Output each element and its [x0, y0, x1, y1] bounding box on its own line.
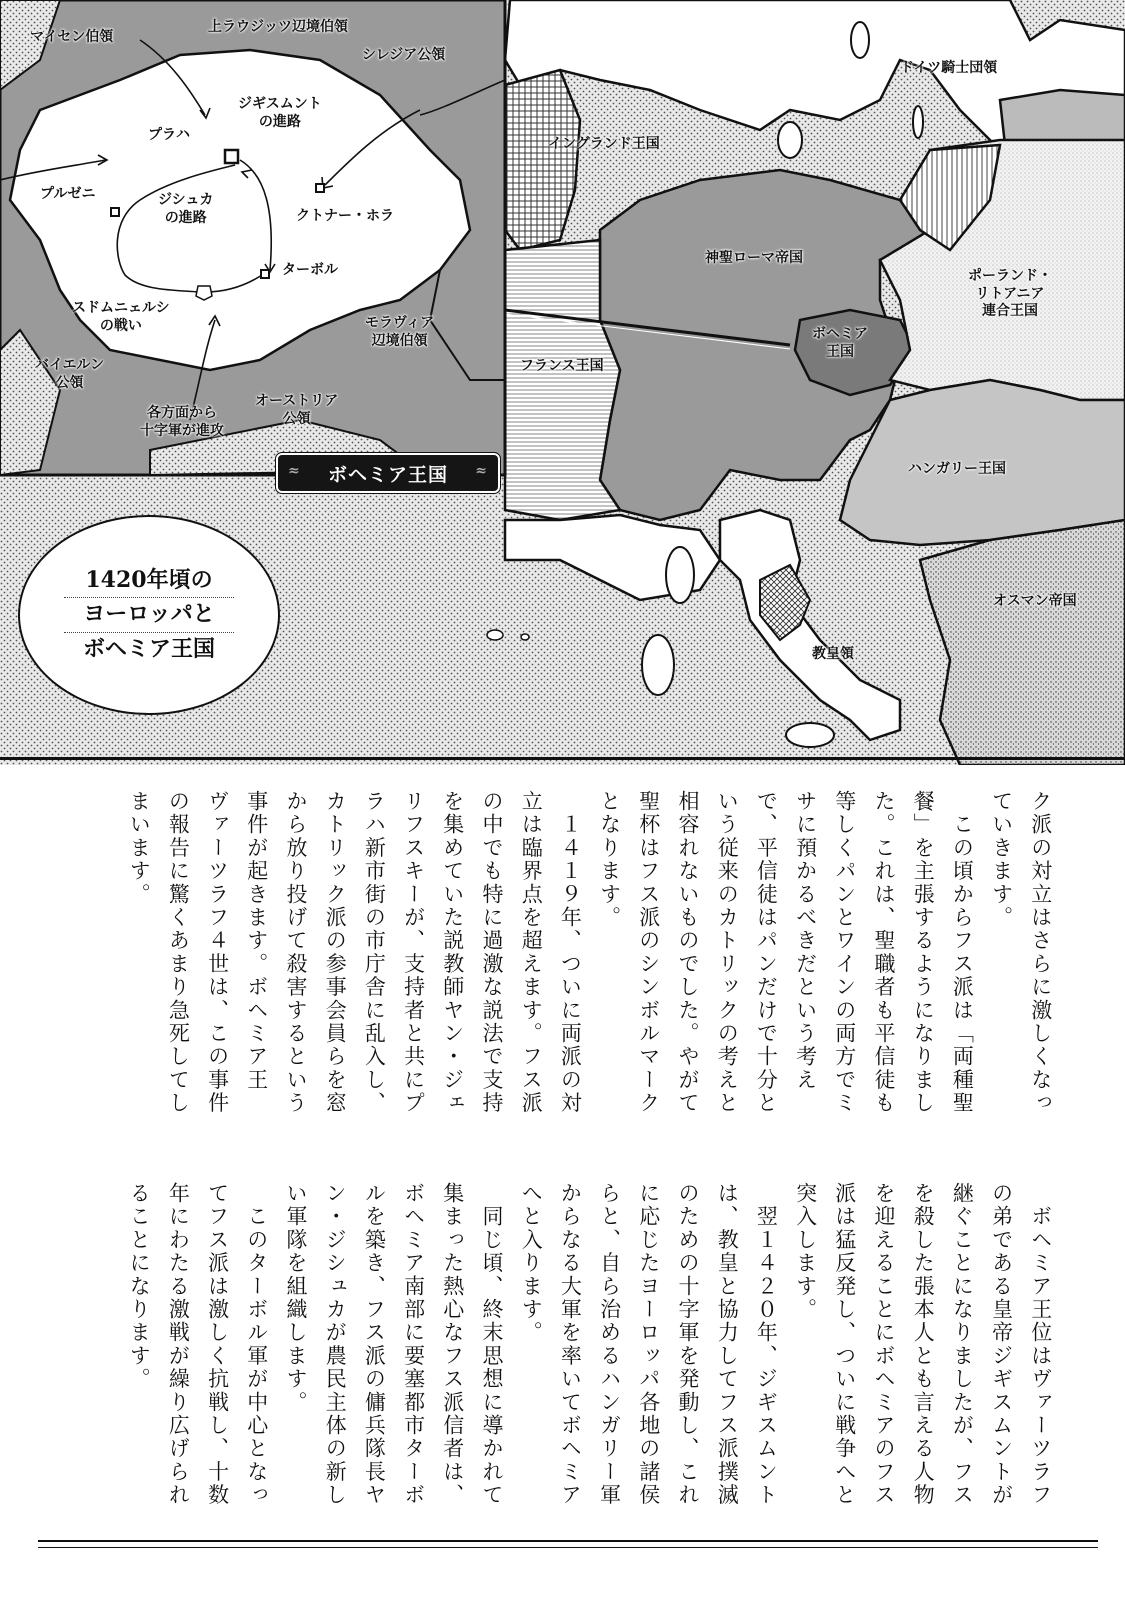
island-small-2 — [521, 634, 529, 640]
label-bohemia: ボヘミア 王国 — [812, 326, 868, 360]
text-column: のための十字軍を発動し、これ — [676, 1182, 700, 1507]
label-france: フランス王国 — [520, 358, 604, 374]
text-column: 集まった熱心なフス派信者は、 — [440, 1182, 465, 1507]
text-column: ルを築き、フス派の傭兵隊長ヤ — [362, 1182, 387, 1507]
text-column: ボヘミア南部に要塞都市ターボ — [401, 1182, 426, 1507]
text-column: 事件が起きます。ボヘミア王 — [244, 790, 269, 1092]
text-column: た。これは、聖職者も平信徒も — [872, 790, 896, 1115]
label-tabor: ターボル — [282, 262, 338, 278]
text-column: を殺した張本人とも言える人物 — [911, 1182, 936, 1507]
text-column: 等しくパンとワインの両方でミ — [832, 790, 857, 1115]
text-column: の中でも特に過激な説法で支持 — [480, 790, 504, 1115]
text-column: てフス派は激しく抗戦し、十数 — [205, 1182, 230, 1507]
text-column: ラハ新市街の市庁舎に乱入し、 — [362, 790, 387, 1115]
label-bavaria: バイエルン 公領 — [35, 357, 105, 391]
map-title-line-1: 1420年頃の — [64, 564, 234, 598]
text-column: ク派の対立はさらに激しくなっ — [1028, 790, 1053, 1115]
kutna-hora-marker — [316, 184, 324, 192]
text-column: へと入ります。 — [519, 1182, 544, 1345]
map-bottom-rule — [0, 757, 1125, 760]
text-column: は、教皇と協力してフス派撲滅 — [715, 1182, 740, 1507]
text-column: ることになります。 — [127, 1182, 152, 1391]
text-column: 翌１４２０年、ジギスムント — [754, 1182, 779, 1507]
text-column: を迎えることにボヘミアのフス — [872, 1182, 896, 1507]
island-small-1 — [487, 630, 503, 640]
text-column: となります。 — [597, 790, 622, 930]
text-column: の弟である皇帝ジギスムントが — [989, 1182, 1014, 1507]
text-column: 相容れないものでした。やがて — [676, 790, 700, 1115]
text-column: リフスキーが、支持者と共にプ — [401, 790, 426, 1115]
map-title-line-2: ヨーロッパと — [64, 598, 234, 632]
label-austria: オーストリア 公領 — [255, 393, 339, 427]
label-crusade: 各方面から 十字軍が進攻 — [140, 405, 224, 439]
battle-marker — [196, 286, 212, 300]
text-column: 継ぐことになりましたが、フス — [950, 1182, 975, 1507]
text-column: ヴァーツラフ４世は、この事件 — [205, 790, 230, 1115]
label-zizka-route: ジシュカ の進路 — [158, 192, 214, 226]
text-column: このターボル軍が中心となっ — [244, 1182, 269, 1507]
label-england: イングランド王国 — [548, 136, 660, 152]
island-baltic-2 — [913, 106, 923, 138]
text-column: サに預かるべきだという考え — [793, 790, 818, 1092]
island-baltic-1 — [851, 22, 869, 58]
text-column: いう従来のカトリックの考えと — [715, 790, 740, 1115]
label-hre: 神聖ローマ帝国 — [705, 250, 803, 266]
label-sudomer: スドムニェルシ の戦い — [72, 300, 170, 334]
label-upper-lusatia: 上ラウジッツ辺境伯領 — [208, 19, 348, 35]
island-sardinia — [642, 635, 674, 695]
label-ottoman: オスマン帝国 — [993, 593, 1077, 609]
ornament-left-icon: ≈ — [288, 463, 301, 479]
text-column: この頃からフス派は「両種聖 — [950, 790, 975, 1115]
ottoman-region — [920, 520, 1125, 765]
text-column: 突入します。 — [793, 1182, 818, 1322]
text-column: ン・ジシュカが農民主体の新し — [323, 1182, 348, 1507]
label-papal-states: 教皇領 — [812, 646, 854, 662]
island-corsica — [666, 547, 694, 603]
text-column: らと、自ら治めるハンガリー軍 — [597, 1182, 622, 1507]
text-column: を集めていた説教師ヤン・ジェ — [440, 790, 465, 1115]
text-column: い軍隊を組織します。 — [284, 1182, 308, 1414]
text-column: の報告に驚くあまり急死してし — [166, 790, 191, 1115]
text-column: カトリック派の参事会員らを窓 — [323, 790, 348, 1115]
footer-rule-thin — [38, 1547, 1098, 1548]
text-column: 聖杯はフス派のシンボルマーク — [636, 790, 661, 1115]
text-column: ボヘミア王位はヴァーツラフ — [1028, 1182, 1053, 1507]
text-column: から放り投げて殺害するという — [284, 790, 308, 1115]
ornament-right-icon: ≈ — [475, 463, 488, 479]
text-column: 同じ頃、終末思想に導かれて — [480, 1182, 504, 1507]
body-text — [60, 790, 1060, 1510]
inset-title-banner — [276, 453, 500, 493]
plzen-marker — [111, 208, 119, 216]
text-column: 年にわたる激戦が繰り広げられ — [166, 1182, 191, 1507]
text-column: 立は臨界点を超えます。フス派 — [519, 790, 544, 1115]
label-teutonic: ドイツ騎士団領 — [900, 60, 998, 76]
label-prague: プラハ — [148, 127, 190, 143]
prague-marker — [225, 150, 238, 163]
text-column: で、平信徒はパンだけで十分と — [754, 790, 779, 1115]
tabor-marker — [261, 270, 269, 278]
island-sicily — [786, 723, 834, 747]
inset-title-text: ボヘミア王国 — [327, 463, 448, 486]
text-column: 餐」を主張するようになりまし — [911, 790, 936, 1115]
label-sigismund-route: ジギスムント の進路 — [238, 96, 322, 130]
text-column: 派は猛反発し、ついに戦争へと — [832, 1182, 857, 1507]
map-title-line-3: ボヘミア王国 — [82, 635, 215, 662]
island-denmark — [778, 122, 802, 158]
text-column: に応じたヨーロッパ各地の諸侯 — [636, 1182, 661, 1507]
map-title-oval — [18, 515, 280, 715]
label-silesia: シレジア公領 — [362, 47, 446, 63]
text-column: ていきます。 — [989, 790, 1014, 930]
label-plzen: プルゼニ — [40, 186, 96, 202]
footer-rule — [38, 1540, 1098, 1542]
label-poland-lithuania: ポーランド・ リトアニア 連合王国 — [968, 268, 1052, 319]
text-column: まいます。 — [127, 790, 152, 906]
label-moravia: モラヴィア 辺境伯領 — [365, 315, 435, 349]
label-kutna-hora: クトナー・ホラ — [296, 208, 394, 224]
label-hungary: ハンガリー王国 — [908, 461, 1006, 477]
text-column: １４１９年、ついに両派の対 — [558, 790, 583, 1115]
label-meissen: マイセン伯領 — [30, 29, 114, 45]
text-column: からなる大軍を率いてボヘミア — [558, 1182, 583, 1507]
